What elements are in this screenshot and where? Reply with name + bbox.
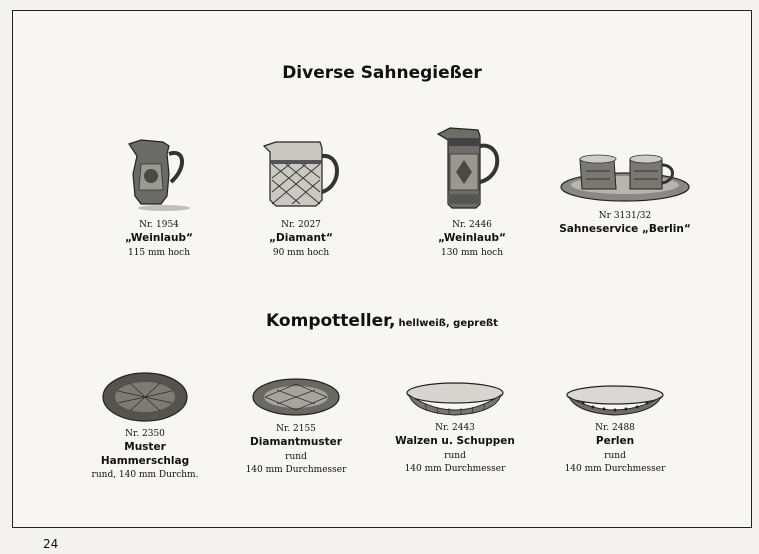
item-number: Nr. 2027 <box>281 220 321 230</box>
item-name: Muster <box>124 441 166 453</box>
item-name: „Weinlaub“ <box>125 232 193 244</box>
plate-icon <box>100 369 190 425</box>
item-size: rund, 140 mm Durchm. <box>91 470 199 480</box>
catalog-item <box>540 151 710 235</box>
section-title-main: Kompotteller, <box>266 311 396 331</box>
item-name: „Diamant“ <box>269 232 333 244</box>
item-number: Nr 3131/32 <box>598 211 652 221</box>
item-size: 140 mm Durchmesser <box>404 464 506 474</box>
item-number: Nr. 2446 <box>452 220 492 230</box>
catalog-item <box>60 369 230 480</box>
cream-service-icon <box>558 151 692 207</box>
plate-icon <box>565 383 665 419</box>
item-size: 140 mm Durchmesser <box>245 465 347 475</box>
item-number: Nr. 2155 <box>276 424 316 434</box>
catalog-item <box>216 134 386 258</box>
item-size: 130 mm hoch <box>440 248 504 258</box>
plate-icon <box>405 379 505 419</box>
item-name: Sahneservice „Berlin“ <box>559 223 691 235</box>
catalog-item <box>370 379 540 474</box>
item-number: Nr. 1954 <box>139 220 179 230</box>
catalog-page <box>12 10 752 528</box>
item-name-line2: Hammerschlag <box>100 455 190 467</box>
plate-icon <box>251 374 341 420</box>
catalog-item <box>530 383 700 474</box>
cream-jug-icon <box>119 134 199 216</box>
item-size: 90 mm hoch <box>272 248 330 258</box>
item-shape: rund <box>604 451 626 461</box>
cream-jug-icon <box>256 134 346 216</box>
item-shape: rund <box>444 451 466 461</box>
item-shape: rund <box>285 452 307 462</box>
section-subtitle: hellweiß, gepreßt <box>398 318 498 329</box>
section-title-cream-jugs: Diverse Sahnegießer <box>282 63 482 83</box>
catalog-item <box>211 374 381 475</box>
item-number: Nr. 2443 <box>435 423 475 433</box>
section-title-compote-plates <box>13 311 751 331</box>
item-size: 115 mm hoch <box>127 248 191 258</box>
item-name: Walzen u. Schuppen <box>395 435 515 447</box>
item-name: Diamantmuster <box>250 436 342 448</box>
item-number: Nr. 2350 <box>125 429 165 439</box>
page-number: 24 <box>43 537 59 551</box>
item-name: „Weinlaub“ <box>438 232 506 244</box>
item-number: Nr. 2488 <box>595 423 635 433</box>
cream-jug-icon <box>432 124 512 216</box>
item-size: 140 mm Durchmesser <box>564 464 666 474</box>
item-name: Perlen <box>595 435 635 447</box>
catalog-item <box>387 124 557 258</box>
